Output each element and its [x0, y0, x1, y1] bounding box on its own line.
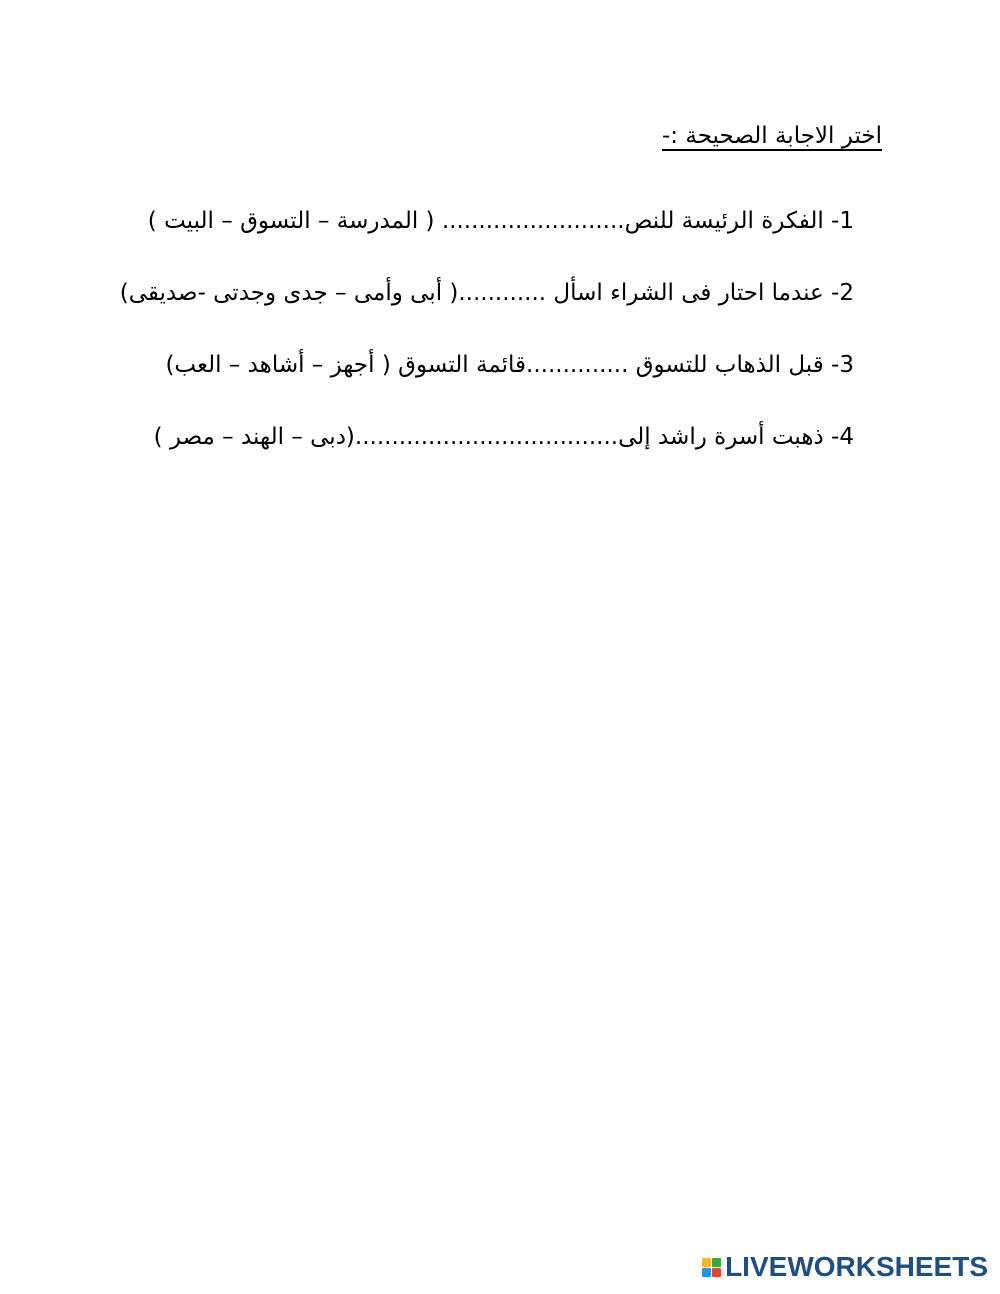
logo-square-2	[712, 1258, 721, 1267]
question-1: 1- الفكرة الرئيسة للنص......................... ( المدرسة – التسوق – البيت )	[147, 208, 854, 234]
liveworksheets-logo	[702, 1252, 988, 1282]
question-2: 2- عندما احتار فى الشراء اسأل ............( أبى وأمى – جدى وجدتى -صديقى)	[119, 280, 854, 306]
liveworksheets-logo-icon	[702, 1258, 721, 1277]
logo-square-1	[702, 1258, 711, 1267]
logo-square-4	[712, 1268, 721, 1277]
question-4: 4- ذهبت أسرة راشد إلى....................................(دبى – الهند – مصر )	[153, 424, 854, 450]
worksheet-title: اختر الاجابة الصحيحة :-	[662, 123, 882, 149]
question-3: 3- قبل الذهاب للتسوق ..............قائمة التسوق ( أجهز – أشاهد – العب)	[165, 352, 854, 378]
logo-square-3	[702, 1268, 711, 1277]
logo-text: LIVEWORKSHEETS	[725, 1251, 988, 1282]
